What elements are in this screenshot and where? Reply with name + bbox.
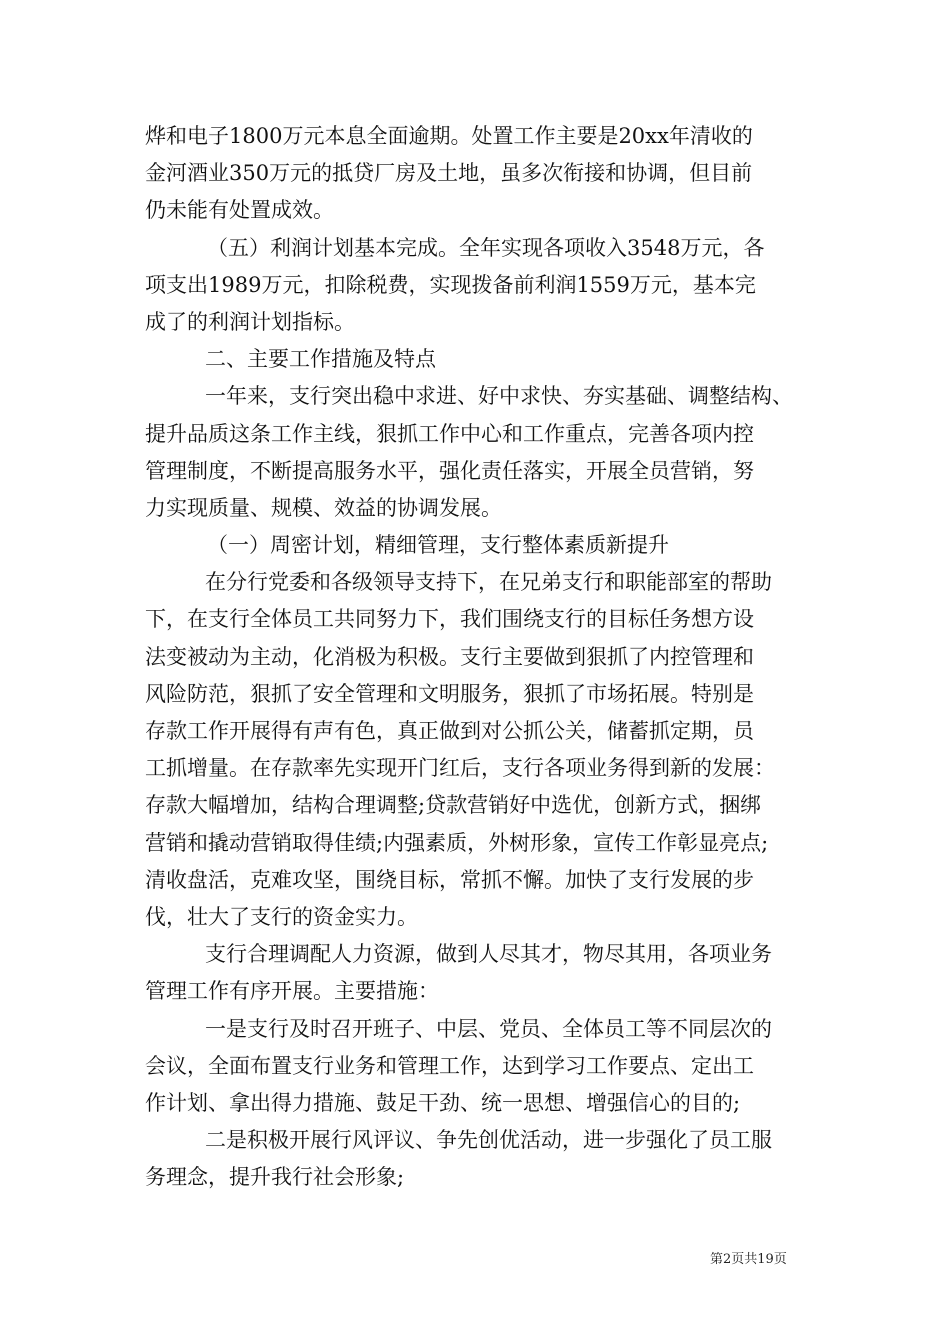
text-line: 一年来，支行突出稳中求进、好中求快、夯实基础、调整结构、	[205, 384, 793, 409]
text-line: 二是积极开展行风评议、争先创优活动，进一步强化了员工服	[205, 1128, 772, 1153]
text-line: 作计划、拿出得力措施、鼓足干劲、统一思想、增强信心的目的;	[145, 1090, 741, 1115]
text-line: 务理念，提升我行社会形象;	[145, 1165, 405, 1190]
text-line: 工抓增量。在存款率先实现开门红后，支行各项业务得到新的发展：	[145, 756, 775, 781]
text-line: 清收盘活，克难攻坚，围绕目标，常抓不懈。加快了支行发展的步	[145, 867, 754, 892]
text-line: 存款大幅增加，结构合理调整;贷款营销好中选优，创新方式，捆绑	[145, 793, 762, 818]
text-line: 仍未能有处置成效。	[145, 198, 334, 223]
document-body	[145, 118, 825, 1196]
text-line: 一是支行及时召开班子、中层、党员、全体员工等不同层次的	[205, 1016, 772, 1041]
text-line: 下，在支行全体员工共同努力下，我们围绕支行的目标任务想方设	[145, 607, 754, 632]
paragraph-heading-5: （五）利润计划基本完成。全年实现各项收入3548万元，各	[207, 235, 765, 260]
subsection-heading: （一）周密计划，精细管理，支行整体素质新提升	[207, 533, 669, 558]
text-line: 会议，全面布置支行业务和管理工作，达到学习工作要点、定出工	[145, 1053, 754, 1078]
text-line: 风险防范，狠抓了安全管理和文明服务，狠抓了市场拓展。特别是	[145, 681, 754, 706]
text-line: 项支出1989万元，扣除税费，实现拨备前利润1559万元，基本完	[145, 272, 756, 297]
text-line: 管理制度，不断提高服务水平，强化责任落实，开展全员营销，努	[145, 458, 754, 483]
text-line: 力实现质量、规模、效益的协调发展。	[145, 495, 502, 520]
text-line: 支行合理调配人力资源，做到人尽其才，物尽其用，各项业务	[205, 942, 772, 967]
text-line: 伐，壮大了支行的资金实力。	[145, 904, 418, 929]
text-line: 存款工作开展得有声有色，真正做到对公抓公关，储蓄抓定期，员	[145, 719, 754, 743]
text-line: 烨和电子1800万元本息全面逾期。处置工作主要是20xx年清收的	[145, 124, 753, 148]
text-line: 金河酒业350万元的抵贷厂房及土地，虽多次衔接和协调，但目前	[145, 161, 753, 186]
text-line: 在分行党委和各级领导支持下，在兄弟支行和职能部室的帮助	[205, 570, 772, 595]
text-line: 管理工作有序开展。主要措施：	[145, 979, 439, 1004]
page-number: 第2页共19页	[710, 1252, 787, 1267]
text-line: 提升品质这条工作主线，狠抓工作中心和工作重点，完善各项内控	[145, 421, 754, 446]
text-line: 成了的利润计划指标。	[145, 309, 355, 334]
text-line: 法变被动为主动，化消极为积极。支行主要做到狠抓了内控管理和	[145, 644, 754, 669]
text-line: 营销和撬动营销取得佳绩;内强素质，外树形象，宣传工作彰显亮点;	[145, 830, 769, 855]
section-heading: 二、主要工作措施及特点	[205, 347, 436, 372]
